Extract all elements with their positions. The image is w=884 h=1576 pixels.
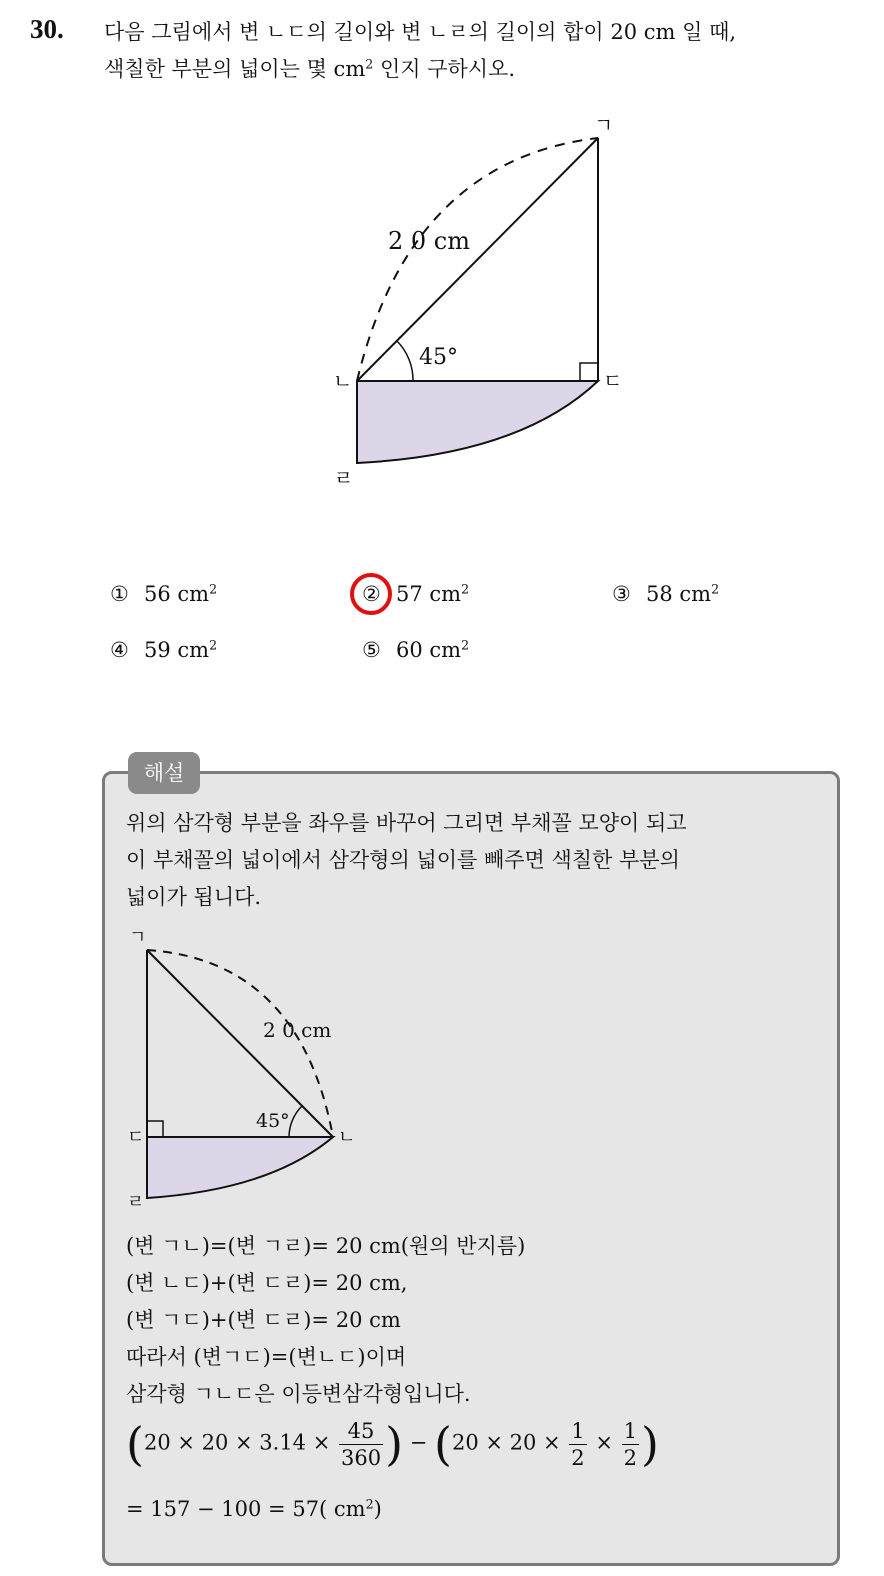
fraction-1-2-a: $\frac{1}{2}$ bbox=[571, 1418, 585, 1470]
choice-5[interactable]: ⑤ 60 $cm^2$ bbox=[362, 637, 470, 662]
label-r-2: ㄹ bbox=[127, 1192, 145, 1213]
angle-label-2: 45° bbox=[256, 1110, 290, 1132]
eq-line-4: 따라서 (변ㄱㄷ)=(변ㄴㄷ)이며 bbox=[126, 1345, 407, 1369]
question-line-1: 다음 그림에서 변 ㄴㄷ의 길이와 변 ㄴㄹ의 길이의 합이 20 cm 일 때, bbox=[104, 20, 737, 44]
label-n: ㄴ bbox=[333, 369, 353, 393]
choice-1[interactable]: ① 56 $cm^2$ bbox=[110, 581, 218, 606]
formula: (20 × 20 × 3.14 × $\frac{45}{360}$ ) − (20 × 20 × $\frac{1}{2}$ × $\frac{1}{2}$ ) bbox=[126, 1417, 659, 1471]
choice-3[interactable]: ③ 58 $cm^2$ bbox=[612, 581, 720, 606]
fraction-1-2-b: $\frac{1}{2}$ bbox=[623, 1418, 637, 1470]
explanation-line-1: 위의 삼각형 부분을 좌우를 바꾸어 그리면 부채꼴 모양이 되고 bbox=[126, 811, 687, 835]
eq-line-1: (변 ㄱㄴ)=(변 ㄱㄹ)= 20 cm(원의 반지름) bbox=[126, 1234, 526, 1258]
eq-line-5: 삼각형 ㄱㄴㄷ은 이등변삼각형입니다. bbox=[126, 1382, 471, 1406]
question-line-2: 색칠한 부분의 넓이는 몇 $cm^2$ 인지 구하시오. bbox=[104, 56, 516, 81]
explanation-tag: 해설 bbox=[128, 752, 200, 794]
result-line: = 157 − 100 = 57( $cm^2$) bbox=[126, 1496, 382, 1521]
label-r: ㄹ bbox=[334, 466, 354, 490]
shaded-region-2 bbox=[147, 1137, 333, 1198]
label-g: ㄱ bbox=[594, 113, 614, 137]
label-n-2: ㄴ bbox=[338, 1127, 356, 1148]
choice-4[interactable]: ④ 59 $cm^2$ bbox=[110, 637, 218, 662]
angle-arc-2 bbox=[289, 1106, 302, 1137]
length-label-2: 2 0 cm bbox=[263, 1018, 332, 1042]
right-angle-mark-2 bbox=[147, 1121, 163, 1137]
explanation-line-3: 넓이가 됩니다. bbox=[126, 885, 262, 909]
question-number: 30. bbox=[30, 14, 64, 44]
fraction-45-360: $\frac{45}{360}$ bbox=[341, 1418, 382, 1470]
label-g-2: ㄱ bbox=[129, 927, 147, 948]
label-d-2: ㄷ bbox=[127, 1127, 145, 1148]
explanation-line-2: 이 부채꼴의 넓이에서 삼각형의 넓이를 빼주면 색칠한 부분의 bbox=[126, 848, 680, 872]
label-d: ㄷ bbox=[603, 369, 623, 393]
eq-line-2: (변 ㄴㄷ)+(변 ㄷㄹ)= 20 cm, bbox=[126, 1271, 408, 1295]
angle-label: 45° bbox=[419, 345, 458, 370]
eq-line-3: (변 ㄱㄷ)+(변 ㄷㄹ)= 20 cm bbox=[126, 1308, 401, 1332]
length-label: 2 0 cm bbox=[388, 227, 470, 255]
choice-2[interactable]: ② 57 $cm^2$ bbox=[362, 581, 470, 606]
